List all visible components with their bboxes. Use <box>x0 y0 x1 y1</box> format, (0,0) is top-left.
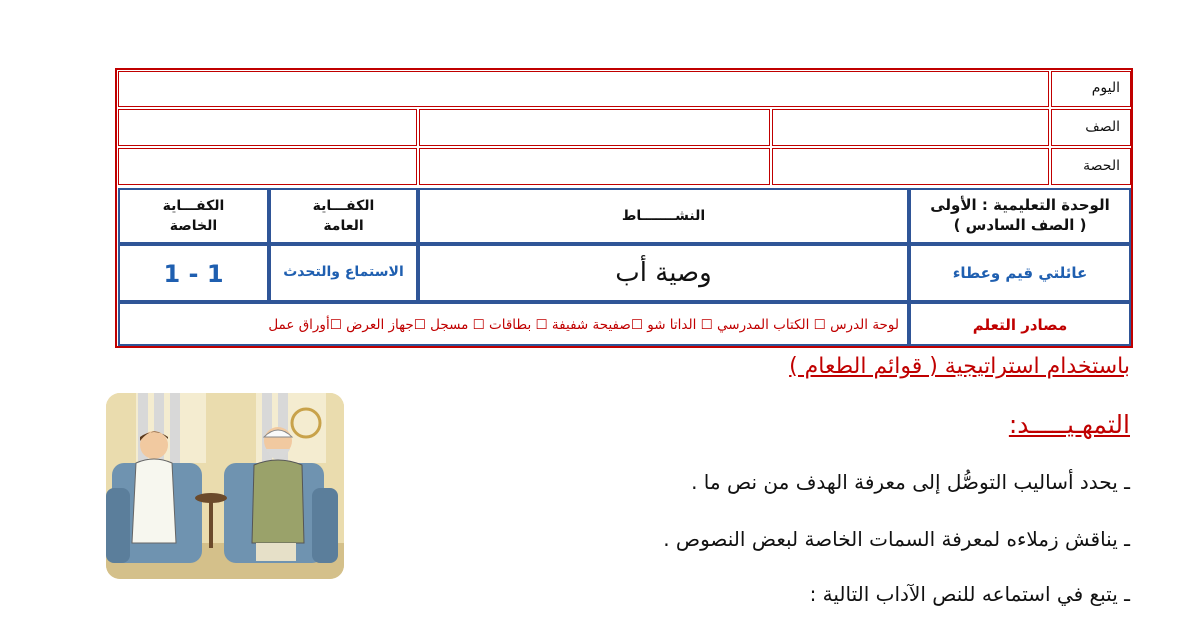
unit-header-label: الوحدة التعليمية : الأولى <box>930 196 1110 214</box>
resources-label: مصادر التعلم <box>972 316 1068 334</box>
general-competency-value: الاستماع والتحدث <box>283 264 404 280</box>
unit-subheader-label: ( الصف السادس ) <box>953 216 1087 234</box>
day-value-cell[interactable] <box>118 71 1049 107</box>
intro-heading: التمهـيـــــد: <box>1008 410 1130 439</box>
special-comp-header-2: الخاصة <box>169 218 218 234</box>
lesson-title: وصية أب <box>615 258 712 288</box>
special-comp-header-1: الكفـــاية <box>162 198 225 214</box>
special-competency-value: 1 - 1 <box>163 260 224 288</box>
period-cell-1[interactable] <box>772 148 1049 185</box>
unit-title: عائلتي قيم وعطاء <box>952 264 1088 282</box>
day-label: اليوم <box>1091 80 1120 96</box>
day-label-cell <box>1051 71 1131 107</box>
class-cell-1[interactable] <box>772 109 1049 146</box>
resources-list: لوحة الدرس ☐ الكتاب المدرسي ☐ الداتا شو ☐صفيحة شفيفة ☐ بطاقات ☐ مسجل ☐جهاز العرض ☐أوراق عمل <box>268 317 899 333</box>
general-competency-value-cell <box>269 244 418 302</box>
lesson-title-cell <box>418 244 909 302</box>
activity-header-label: النشـــــــاط <box>621 208 706 224</box>
strategy-heading: باستخدام استراتيجية ( قوائم الطعام ) <box>789 354 1130 379</box>
father-son-illustration <box>106 393 344 579</box>
bullet-1: ـ يحدد أساليب التوصُّل إلى معرفة الهدف من نص ما . <box>691 470 1130 494</box>
activity-header <box>418 188 909 244</box>
unit-header <box>909 188 1131 244</box>
bullet-3: ـ يتبع في استماعه للنص الآداب التالية : <box>809 582 1130 606</box>
unit-title-cell <box>909 244 1131 302</box>
period-label: الحصة <box>1083 158 1120 174</box>
period-cell-3[interactable] <box>118 148 417 185</box>
general-comp-header-1: الكفـــاية <box>312 198 375 214</box>
resources-label-cell <box>909 302 1131 346</box>
period-cell-2[interactable] <box>419 148 770 185</box>
period-label-cell <box>1051 148 1131 185</box>
class-cell-2[interactable] <box>419 109 770 146</box>
class-cell-3[interactable] <box>118 109 417 146</box>
bullet-2: ـ يناقش زملاءه لمعرفة السمات الخاصة لبعض النصوص . <box>663 527 1130 551</box>
general-competency-header <box>269 188 418 244</box>
father-son-illustration-svg <box>106 393 344 579</box>
resources-list-cell <box>118 302 909 346</box>
class-label-cell <box>1051 109 1131 146</box>
special-competency-value-cell <box>118 244 269 302</box>
class-label: الصف <box>1085 119 1120 135</box>
special-competency-header <box>118 188 269 244</box>
general-comp-header-2: العامة <box>323 218 364 234</box>
